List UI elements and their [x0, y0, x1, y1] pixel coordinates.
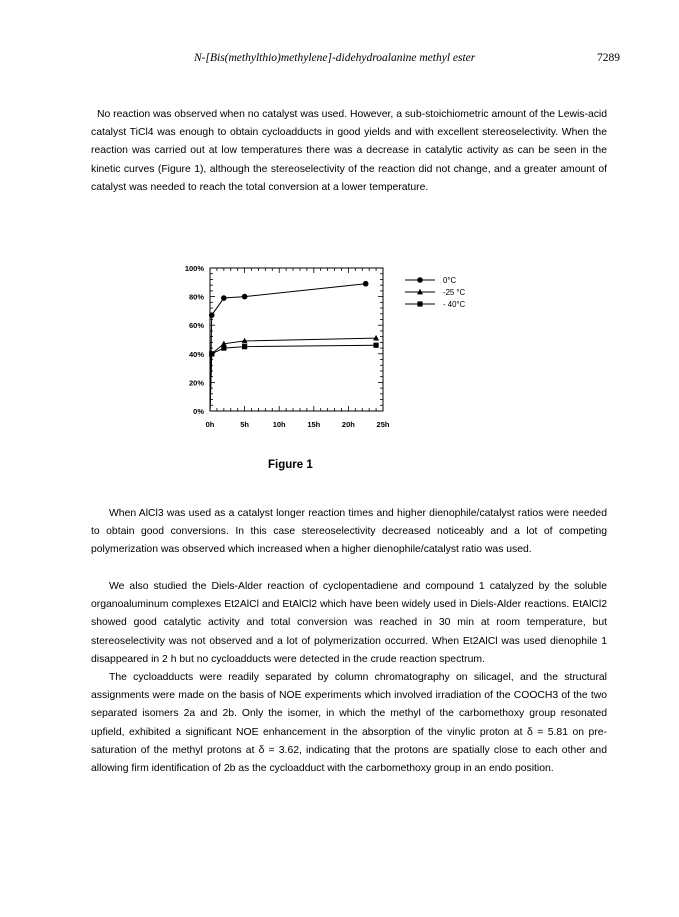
series-line-1 — [210, 338, 376, 411]
y-tick-label: 0% — [193, 407, 204, 416]
x-tick-label: 20h — [341, 420, 355, 429]
chart-series — [209, 281, 379, 411]
legend-marker-2 — [417, 301, 422, 306]
legend-marker-0 — [417, 277, 423, 283]
x-tick-label: 0h — [205, 420, 215, 429]
legend-label-2: - 40°C — [443, 300, 466, 309]
kinetic-curves-chart — [160, 255, 520, 445]
y-tick-label: 100% — [184, 264, 204, 273]
series-point-0 — [363, 281, 369, 287]
series-line-2 — [210, 345, 376, 411]
series-point-0 — [242, 294, 248, 300]
paragraph-noe-assignment: The cycloadducts were readily separated by column chromatography on silicagel, and the structural assignments were made on the basis of NOE experiments which involved irradiation of the COOCH3 of the two separated isomers 2a and 2b. Only the isomer, in which the methyl of the carbomethoxy group resonated upfield, exhibited a significant NOE enhancement in the absorption of the vinylic proton at δ = 5.81 on pre-saturation of the methyl protons at δ = 3.62, indicating that the protons are spatially close to each other and allowing firm identification of 2b as the cycloadduct with the carbomethoxy group in an endo position. — [91, 672, 607, 775]
x-tick-label: 15h — [307, 420, 321, 429]
page-number: 7289 — [597, 52, 620, 64]
paragraph-organoaluminum: We also studied the Diels-Alder reaction of cyclopentadiene and compound 1 catalyzed by the soluble organoaluminum complexes Et2AlCl and EtAlCl2 which have been widely used in Diels-Alder reactions. EtAlCl2 showed good catalytic activity and total conversion was reached in 30 min at room temperature, but stereoselectivity was not observed and a lot of polymerization occurred. When Et2AlCl was used dienophile 1 disappeared in 2 h but no cycloadducts were detected in the crude reaction spectrum. — [91, 581, 607, 665]
x-tick-label: 10h — [272, 420, 286, 429]
running-title: N-[Bis(methylthio)methylene]-didehydroalanine methyl ester — [194, 52, 476, 64]
legend-label-0: 0°C — [443, 276, 457, 285]
x-tick-label: 25h — [376, 420, 390, 429]
y-tick-label: 20% — [188, 378, 204, 388]
paragraph-alcl3: When AlCl3 was used as a catalyst longer reaction times and higher dienophile/catalyst ratios were needed to obtain good conversions. In this case stereoselectivity decreased noticeably and a lot of competing polymerization was observed which increased when a higher dienophile/catalyst ratio was used. — [91, 508, 607, 556]
y-tick-label: 40% — [188, 349, 204, 359]
series-point-0 — [209, 312, 215, 318]
series-point-2 — [242, 344, 247, 349]
y-tick-label: 80% — [188, 292, 204, 302]
series-point-0 — [221, 295, 227, 301]
series-point-2 — [221, 345, 226, 350]
series-point-2 — [373, 343, 378, 348]
running-header — [80, 52, 620, 68]
figure-caption: Figure 1 — [268, 459, 313, 471]
series-point-2 — [209, 351, 214, 356]
paragraph-catalyst-tickl4: No reaction was observed when no catalyst was used. However, a sub-stoichiometric amount of the Lewis-acid catalyst TiCl4 was enough to obtain cycloadducts in good yields and with excellent stereoselectivity. When the reaction was carried out at low temperatures there was a decrease in catalytic activity as can be seen in the kinetic curves (Figure 1), although the stereoselectivity of the reaction did not change, and a greater amount of catalyst was needed to reach the total conversion at a lower temperature. — [91, 109, 607, 193]
y-tick-label: 60% — [188, 321, 204, 331]
chart-legend — [405, 276, 466, 309]
legend-label-1: -25 °C — [443, 288, 466, 297]
x-tick-label: 5h — [240, 420, 249, 429]
